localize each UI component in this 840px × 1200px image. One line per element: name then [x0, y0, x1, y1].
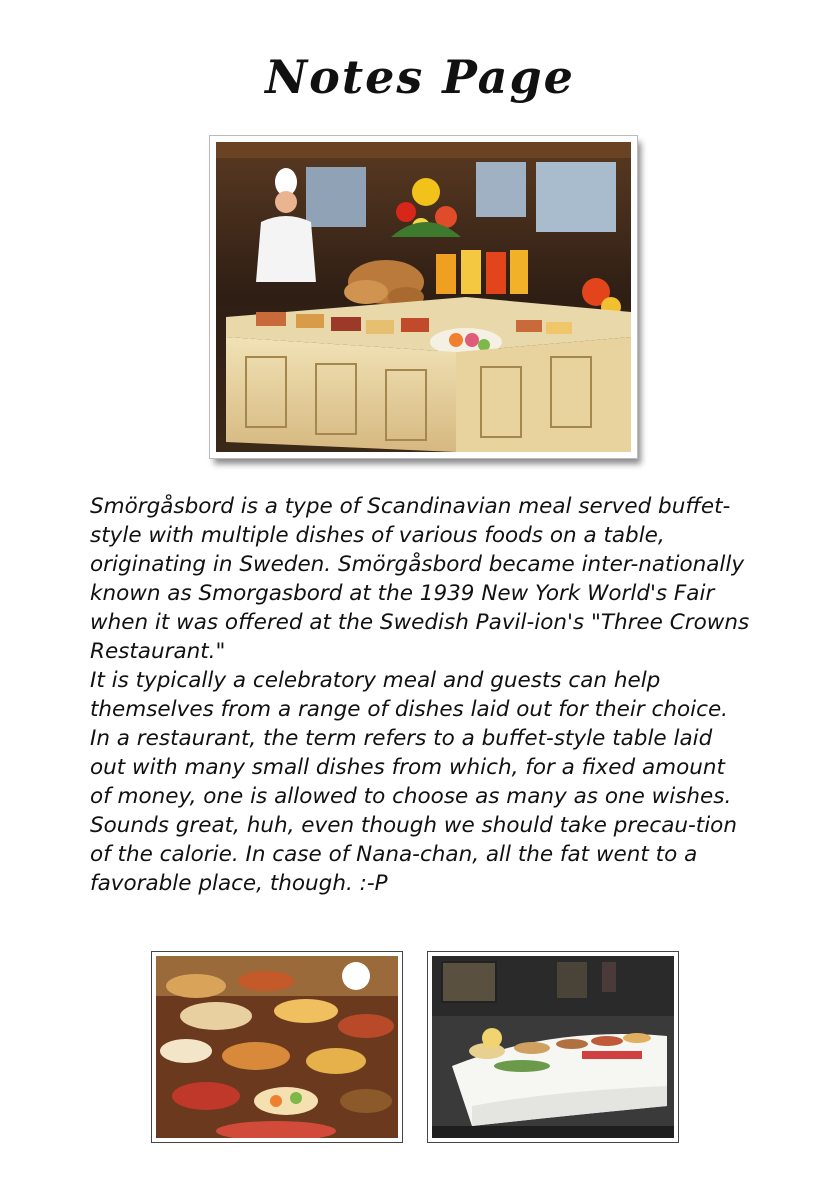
- paragraph-celebratory-meal: It is typically a celebratory meal and guests can help themselves from a range of dishes laid out for their choice. In a restaurant, the term refers to a buffet-style table laid out with many small dishes from which, for a fixed amount of money, one is allowed to choose as many as one wishes.: [90, 668, 732, 809]
- buffet-table-photo: [152, 952, 402, 1142]
- paragraph-intro: Smörgåsbord is a type of Scandinavian meal served buffet-style with multiple dishes of various foods on a table, originating in Sweden. Smörgåsbord became inter-nationally known as Smorgasbord at the 1939 New York World's Fair when it was offered at the Swedish Pavil-ion's "Three Crowns Restaurant.": [90, 494, 750, 664]
- article-body: [90, 492, 750, 898]
- banquet-buffet-photo: [428, 952, 678, 1142]
- page-title: Notes Page: [265, 50, 575, 104]
- banquet-buffet-image: [432, 956, 674, 1138]
- buffet-chef-image: [216, 142, 631, 452]
- buffet-chef-photo: [210, 136, 637, 458]
- paragraph-calorie-note: Sounds great, huh, even though we should take precau-tion of the calorie. In case of Nana-chan, all the fat went to a favorable place, though. :-P: [90, 813, 737, 896]
- buffet-table-image: [156, 956, 398, 1138]
